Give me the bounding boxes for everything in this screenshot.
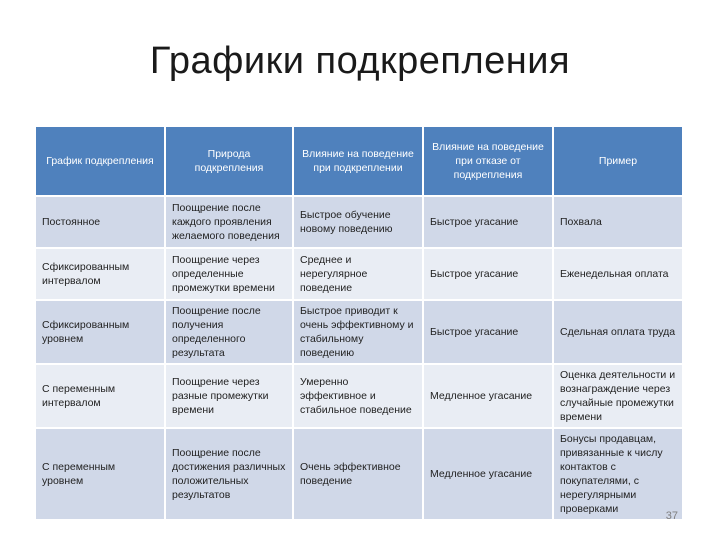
table-row <box>36 301 684 365</box>
cell-effect-reinforcement: Быстрое обучение новому поведению <box>294 197 424 249</box>
cell-schedule: Сфиксированным интервалом <box>36 249 166 301</box>
page-number: 37 <box>665 510 678 522</box>
cell-effect-reinforcement: Умеренно эффективное и стабильное поведение <box>294 365 424 429</box>
slide-title: Графики подкрепления <box>149 40 571 82</box>
cell-nature: Поощрение после достижения различных положительных результатов <box>166 429 294 521</box>
table-row <box>36 249 684 301</box>
table-row <box>36 197 684 249</box>
cell-nature: Поощрение после каждого проявления желаемого поведения <box>166 197 294 249</box>
cell-effect-withdrawal: Медленное угасание <box>424 429 554 521</box>
cell-nature: Поощрение через разные промежутки времени <box>166 365 294 429</box>
cell-schedule: С переменным уровнем <box>36 429 166 521</box>
header-schedule: График подкрепления <box>36 127 166 197</box>
cell-effect-withdrawal: Быстрое угасание <box>424 301 554 365</box>
table-row <box>36 429 684 521</box>
cell-effect-reinforcement: Среднее и нерегулярное поведение <box>294 249 424 301</box>
cell-effect-reinforcement: Быстрое приводит к очень эффективному и стабильному поведению <box>294 301 424 365</box>
header-effect-reinforcement: Влияние на поведение при подкреплении <box>294 127 424 197</box>
cell-example: Похвала <box>554 197 684 249</box>
header-effect-withdrawal: Влияние на поведение при отказе от подкрепления <box>424 127 554 197</box>
cell-effect-withdrawal: Быстрое угасание <box>424 249 554 301</box>
cell-effect-reinforcement: Очень эффективное поведение <box>294 429 424 521</box>
cell-nature: Поощрение после получения определенного результата <box>166 301 294 365</box>
cell-example: Еженедельная оплата <box>554 249 684 301</box>
cell-effect-withdrawal: Быстрое угасание <box>424 197 554 249</box>
cell-example: Бонусы продавцам, привязанные к числу контактов с покупателями, с нерегулярными проверками <box>554 429 684 521</box>
header-example: Пример <box>554 127 684 197</box>
cell-example: Оценка деятельности и вознаграждение через случайные промежутки времени <box>554 365 684 429</box>
table-header-row <box>36 127 684 197</box>
header-nature: Природа подкрепления <box>166 127 294 197</box>
cell-schedule: С переменным интервалом <box>36 365 166 429</box>
reinforcement-table <box>36 127 684 521</box>
table-row <box>36 365 684 429</box>
cell-effect-withdrawal: Медленное угасание <box>424 365 554 429</box>
cell-nature: Поощрение через определенные промежутки времени <box>166 249 294 301</box>
cell-schedule: Постоянное <box>36 197 166 249</box>
cell-schedule: Сфиксированным уровнем <box>36 301 166 365</box>
cell-example: Сдельная оплата труда <box>554 301 684 365</box>
